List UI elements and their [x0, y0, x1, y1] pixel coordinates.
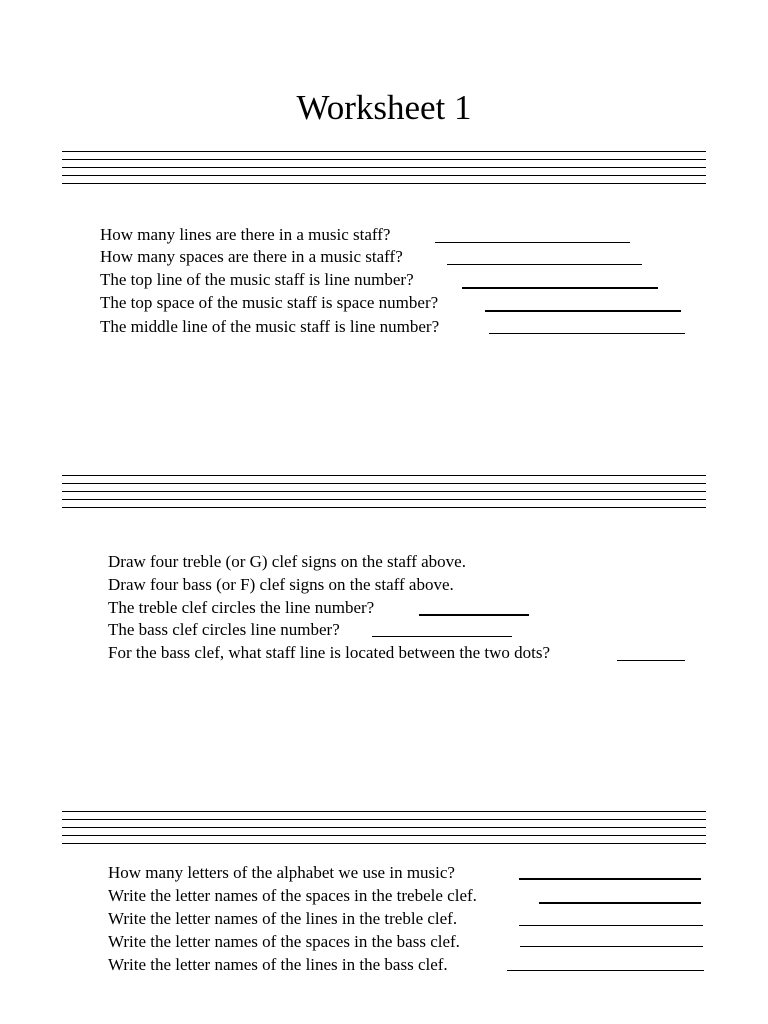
staff-line — [62, 483, 706, 484]
answer-line[interactable] — [489, 333, 685, 334]
question-text: Write the letter names of the spaces in the trebele clef. — [108, 886, 477, 905]
staff-line — [62, 175, 706, 176]
question-text: The treble clef circles the line number? — [108, 598, 375, 617]
answer-line[interactable] — [617, 660, 685, 661]
staff-line — [62, 507, 706, 508]
question-text: Write the letter names of the lines in the bass clef. — [108, 955, 448, 974]
staff-line — [62, 475, 706, 476]
staff-line — [62, 835, 706, 836]
answer-line[interactable] — [447, 264, 642, 265]
question-text: The top space of the music staff is space number? — [100, 293, 439, 312]
answer-line[interactable] — [539, 902, 701, 904]
answer-line[interactable] — [372, 636, 512, 637]
question-text: Write the letter names of the lines in the treble clef. — [108, 909, 458, 928]
answer-line[interactable] — [507, 970, 704, 971]
question-text: The bass clef circles line number? — [108, 620, 340, 639]
staff-line — [62, 827, 706, 828]
staff-line — [62, 183, 706, 184]
staff-line — [62, 819, 706, 820]
staff-line — [62, 151, 706, 152]
music-staff-1[interactable] — [62, 151, 706, 185]
answer-line[interactable] — [435, 242, 630, 243]
staff-line — [62, 811, 706, 812]
staff-line — [62, 491, 706, 492]
answer-line[interactable] — [419, 614, 529, 616]
answer-line[interactable] — [519, 925, 703, 926]
staff-line — [62, 843, 706, 844]
worksheet-title: Worksheet 1 — [296, 88, 472, 127]
question-text: Draw four treble (or G) clef signs on the staff above. — [108, 552, 466, 571]
staff-line — [62, 167, 706, 168]
answer-line[interactable] — [519, 878, 701, 880]
answer-line[interactable] — [462, 287, 658, 289]
question-text: How many lines are there in a music staff? — [100, 225, 391, 244]
question-text: Write the letter names of the spaces in the bass clef. — [108, 932, 460, 951]
music-staff-3[interactable] — [62, 811, 706, 845]
staff-line — [62, 499, 706, 500]
question-text: The middle line of the music staff is line number? — [100, 317, 440, 336]
question-text: How many letters of the alphabet we use in music? — [108, 863, 455, 882]
answer-line[interactable] — [485, 310, 681, 312]
question-text: Draw four bass (or F) clef signs on the staff above. — [108, 575, 454, 594]
question-text: For the bass clef, what staff line is located between the two dots? — [108, 643, 551, 662]
question-text: The top line of the music staff is line number? — [100, 270, 414, 289]
staff-line — [62, 159, 706, 160]
question-text: How many spaces are there in a music staff? — [100, 247, 403, 266]
music-staff-2[interactable] — [62, 475, 706, 509]
answer-line[interactable] — [520, 946, 703, 947]
